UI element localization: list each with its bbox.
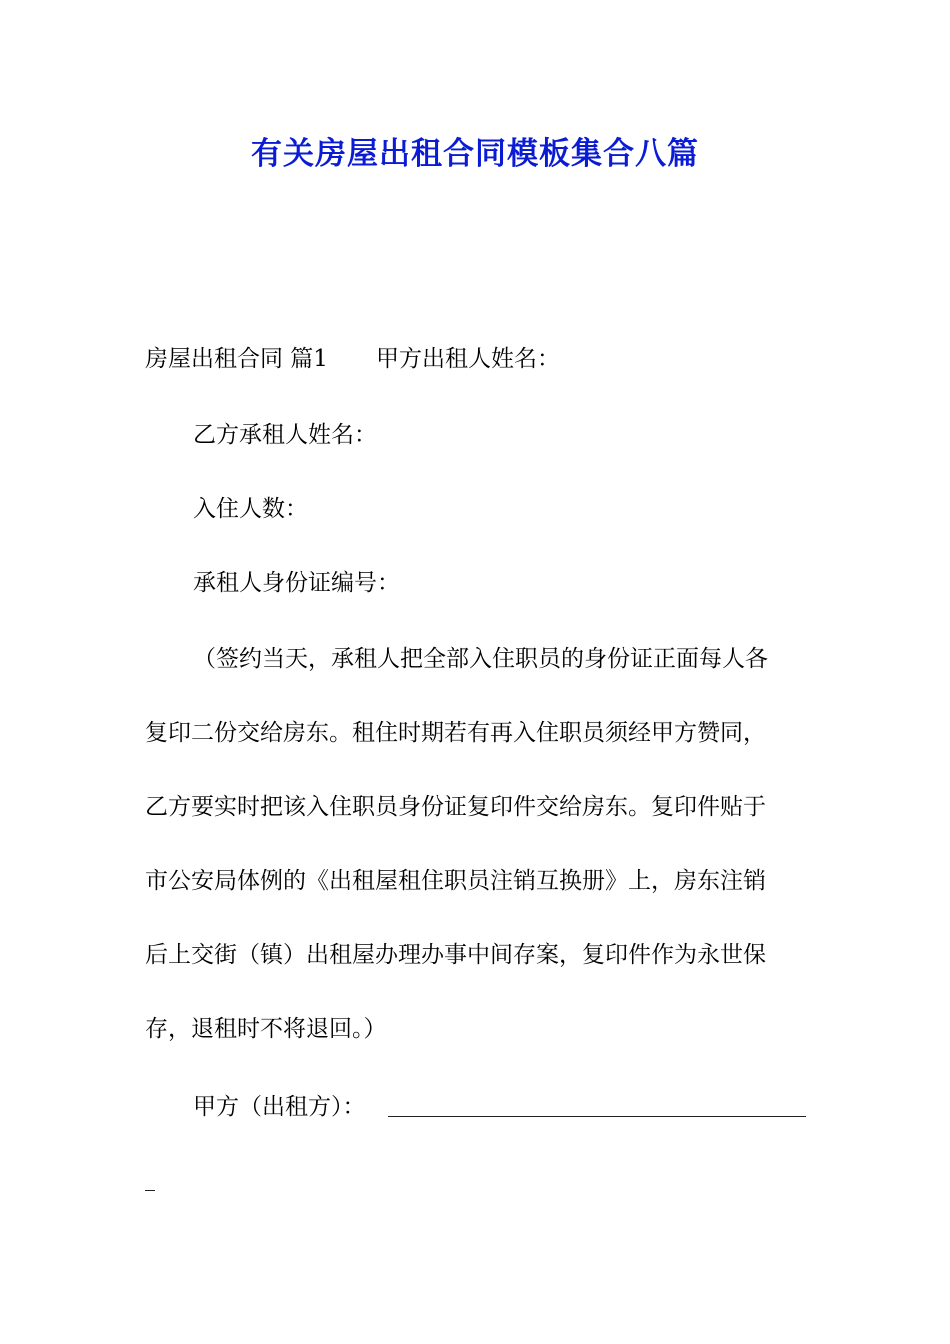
first-line <box>145 344 560 374</box>
party-a-signature-line <box>388 1116 806 1117</box>
lessor-name-label: 甲方出租人姓名： <box>375 346 560 372</box>
party-a-label: 甲方（出租方）： <box>193 1094 366 1120</box>
occupants-label: 入住人数： <box>193 496 308 522</box>
note-line: 乙方要实时把该入住职员身份证复印件交给房东。复印件贴于 <box>145 794 766 820</box>
note-line: 市公安局体例的《出租屋租住职员注销互换册》上，房东注销 <box>145 868 766 894</box>
document-title: 有关房屋出租合同模板集合八篇 <box>251 136 699 172</box>
note-line: 后上交街（镇）出租屋办理办事中间存案，复印件作为永世保 <box>145 942 766 968</box>
section-heading: 房屋出租合同 篇1 <box>145 346 328 372</box>
note-line: 存，退租时不将退回。） <box>145 1016 387 1042</box>
note-line: 复印二份交给房东。租住时期若有再入住职员须经甲方赞同， <box>145 720 766 746</box>
lessee-name-label: 乙方承租人姓名： <box>193 422 377 448</box>
id-number-label: 承租人身份证编号： <box>193 570 400 596</box>
note-line: （签约当天，承租人把全部入住职员的身份证正面每人各 <box>193 646 768 672</box>
signature-line-continuation <box>145 1190 155 1191</box>
